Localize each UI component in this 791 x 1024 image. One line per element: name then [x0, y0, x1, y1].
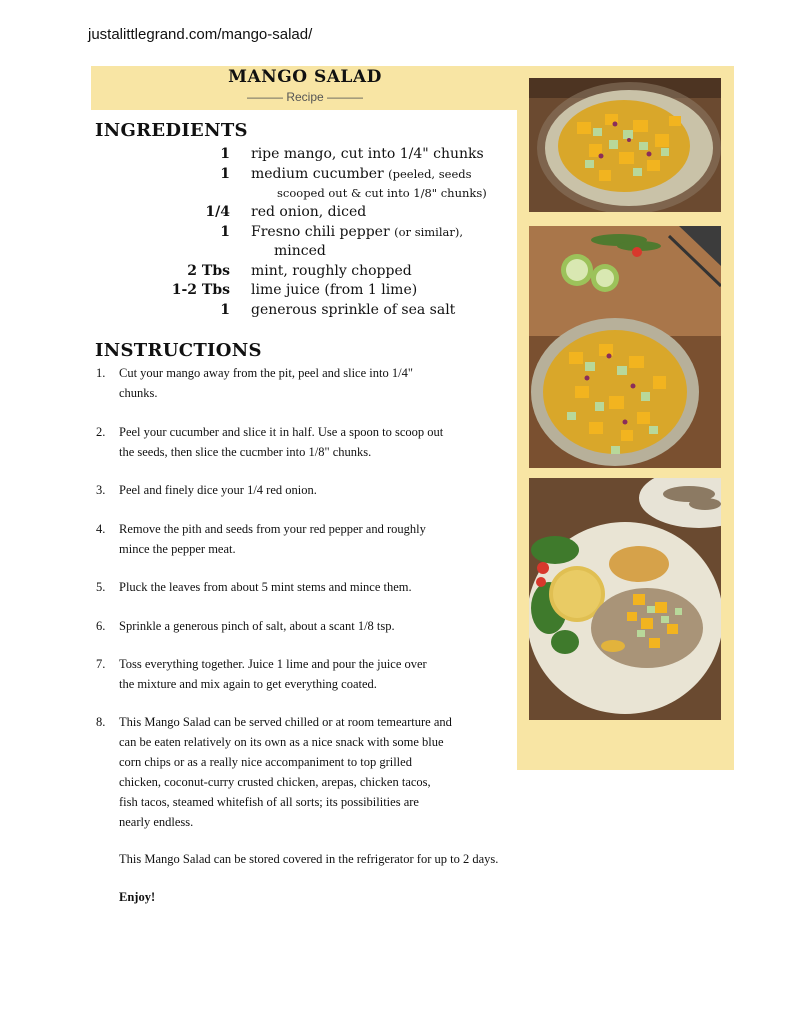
page-url: justalittlegrand.com/mango-salad/	[88, 26, 313, 43]
step-text	[119, 519, 517, 559]
step-text	[119, 363, 517, 403]
step-line: corn chips or as a really nice accompaniment to top grilled	[119, 755, 412, 769]
step-line: mince the pepper meat.	[119, 542, 236, 556]
storage-note: This Mango Salad can be stored covered in the refrigerator for up to 2 days.	[119, 852, 499, 866]
step-number: 5.	[96, 580, 106, 594]
step-line: Peel your cucumber and slice it in half. Use a spoon to scoop out	[119, 425, 444, 439]
step-number: 1.	[96, 366, 106, 380]
step-number: 4.	[96, 522, 106, 536]
step-number: 8.	[96, 715, 106, 729]
step-number: 2.	[96, 425, 106, 439]
ingredient-note: (or similar),	[394, 225, 464, 239]
instructions-heading: INSTRUCTIONS	[95, 340, 262, 361]
ingredient-qty: 1/4	[205, 204, 230, 220]
step-line: Cut your mango away from the pit, peel and slice into 1/4"	[119, 366, 413, 380]
plated-meal-photo	[529, 478, 721, 720]
step-line: the seeds, then slice the cucmber into 1/8" chunks.	[119, 445, 372, 459]
step-line: the mixture and mix again to get everything coated.	[119, 677, 377, 691]
step-line: chunks.	[119, 386, 158, 400]
ingredients-heading: INGREDIENTS	[95, 120, 248, 141]
ingredient-qty: 1	[220, 224, 230, 240]
step-line: can be eaten relatively on its own as a nice snack with some blue	[119, 735, 444, 749]
ingredient-text-continued: minced	[274, 243, 326, 259]
ingredient-qty: 1	[220, 166, 230, 182]
mango-salad-bowl-photo	[529, 78, 721, 212]
ingredient-note-continued: scooped out & cut into 1/8" chunks)	[277, 186, 487, 200]
step-text	[119, 654, 517, 694]
ingredient-note: (peeled, seeds	[388, 167, 472, 181]
ingredient-text: mint, roughly chopped	[251, 263, 412, 279]
ingredient-qty: 2 Tbs	[187, 263, 230, 279]
step-line: Remove the pith and seeds from your red pepper and roughly	[119, 522, 426, 536]
closing-text: Enjoy!	[119, 890, 156, 904]
recipe-subtitle: ——— Recipe ———	[246, 90, 364, 104]
step-number: 3.	[96, 483, 106, 497]
ingredient-qty: 1	[220, 302, 230, 318]
step-line: chicken, coconut-curry crusted chicken, arepas, chicken tacos,	[119, 775, 431, 789]
step-line: nearly endless.	[119, 815, 194, 829]
step-line: This Mango Salad can be served chilled or at room temearture and	[119, 715, 452, 729]
ingredient-text: ripe mango, cut into 1/4" chunks	[251, 146, 484, 162]
step-text: Pluck the leaves from about 5 mint stems and mince them.	[119, 580, 412, 594]
step-text: Peel and finely dice your 1/4 red onion.	[119, 483, 317, 497]
ingredient-text: red onion, diced	[251, 204, 367, 220]
salad-with-limes-photo	[529, 226, 721, 468]
ingredient-text: generous sprinkle of sea salt	[251, 302, 456, 318]
step-line: Toss everything together. Juice 1 lime and pour the juice over	[119, 657, 427, 671]
ingredient-text: lime juice (from 1 lime)	[251, 282, 418, 298]
ingredient-qty: 1	[220, 146, 230, 162]
ingredient-main: Fresno chili pepper	[251, 224, 390, 240]
step-text	[119, 712, 517, 832]
step-text	[119, 422, 517, 462]
ingredient-text	[251, 165, 521, 184]
step-line: fish tacos, steamed whitefish of all sorts; its possibilities are	[119, 795, 419, 809]
step-number: 7.	[96, 657, 106, 671]
step-number: 6.	[96, 619, 106, 633]
recipe-title: MANGO SALAD	[228, 67, 382, 87]
ingredient-text	[251, 223, 521, 242]
ingredient-qty: 1-2 Tbs	[171, 282, 230, 298]
step-text: Sprinkle a generous pinch of salt, about a scant 1/8 tsp.	[119, 619, 395, 633]
ingredient-main: medium cucumber	[251, 166, 384, 182]
